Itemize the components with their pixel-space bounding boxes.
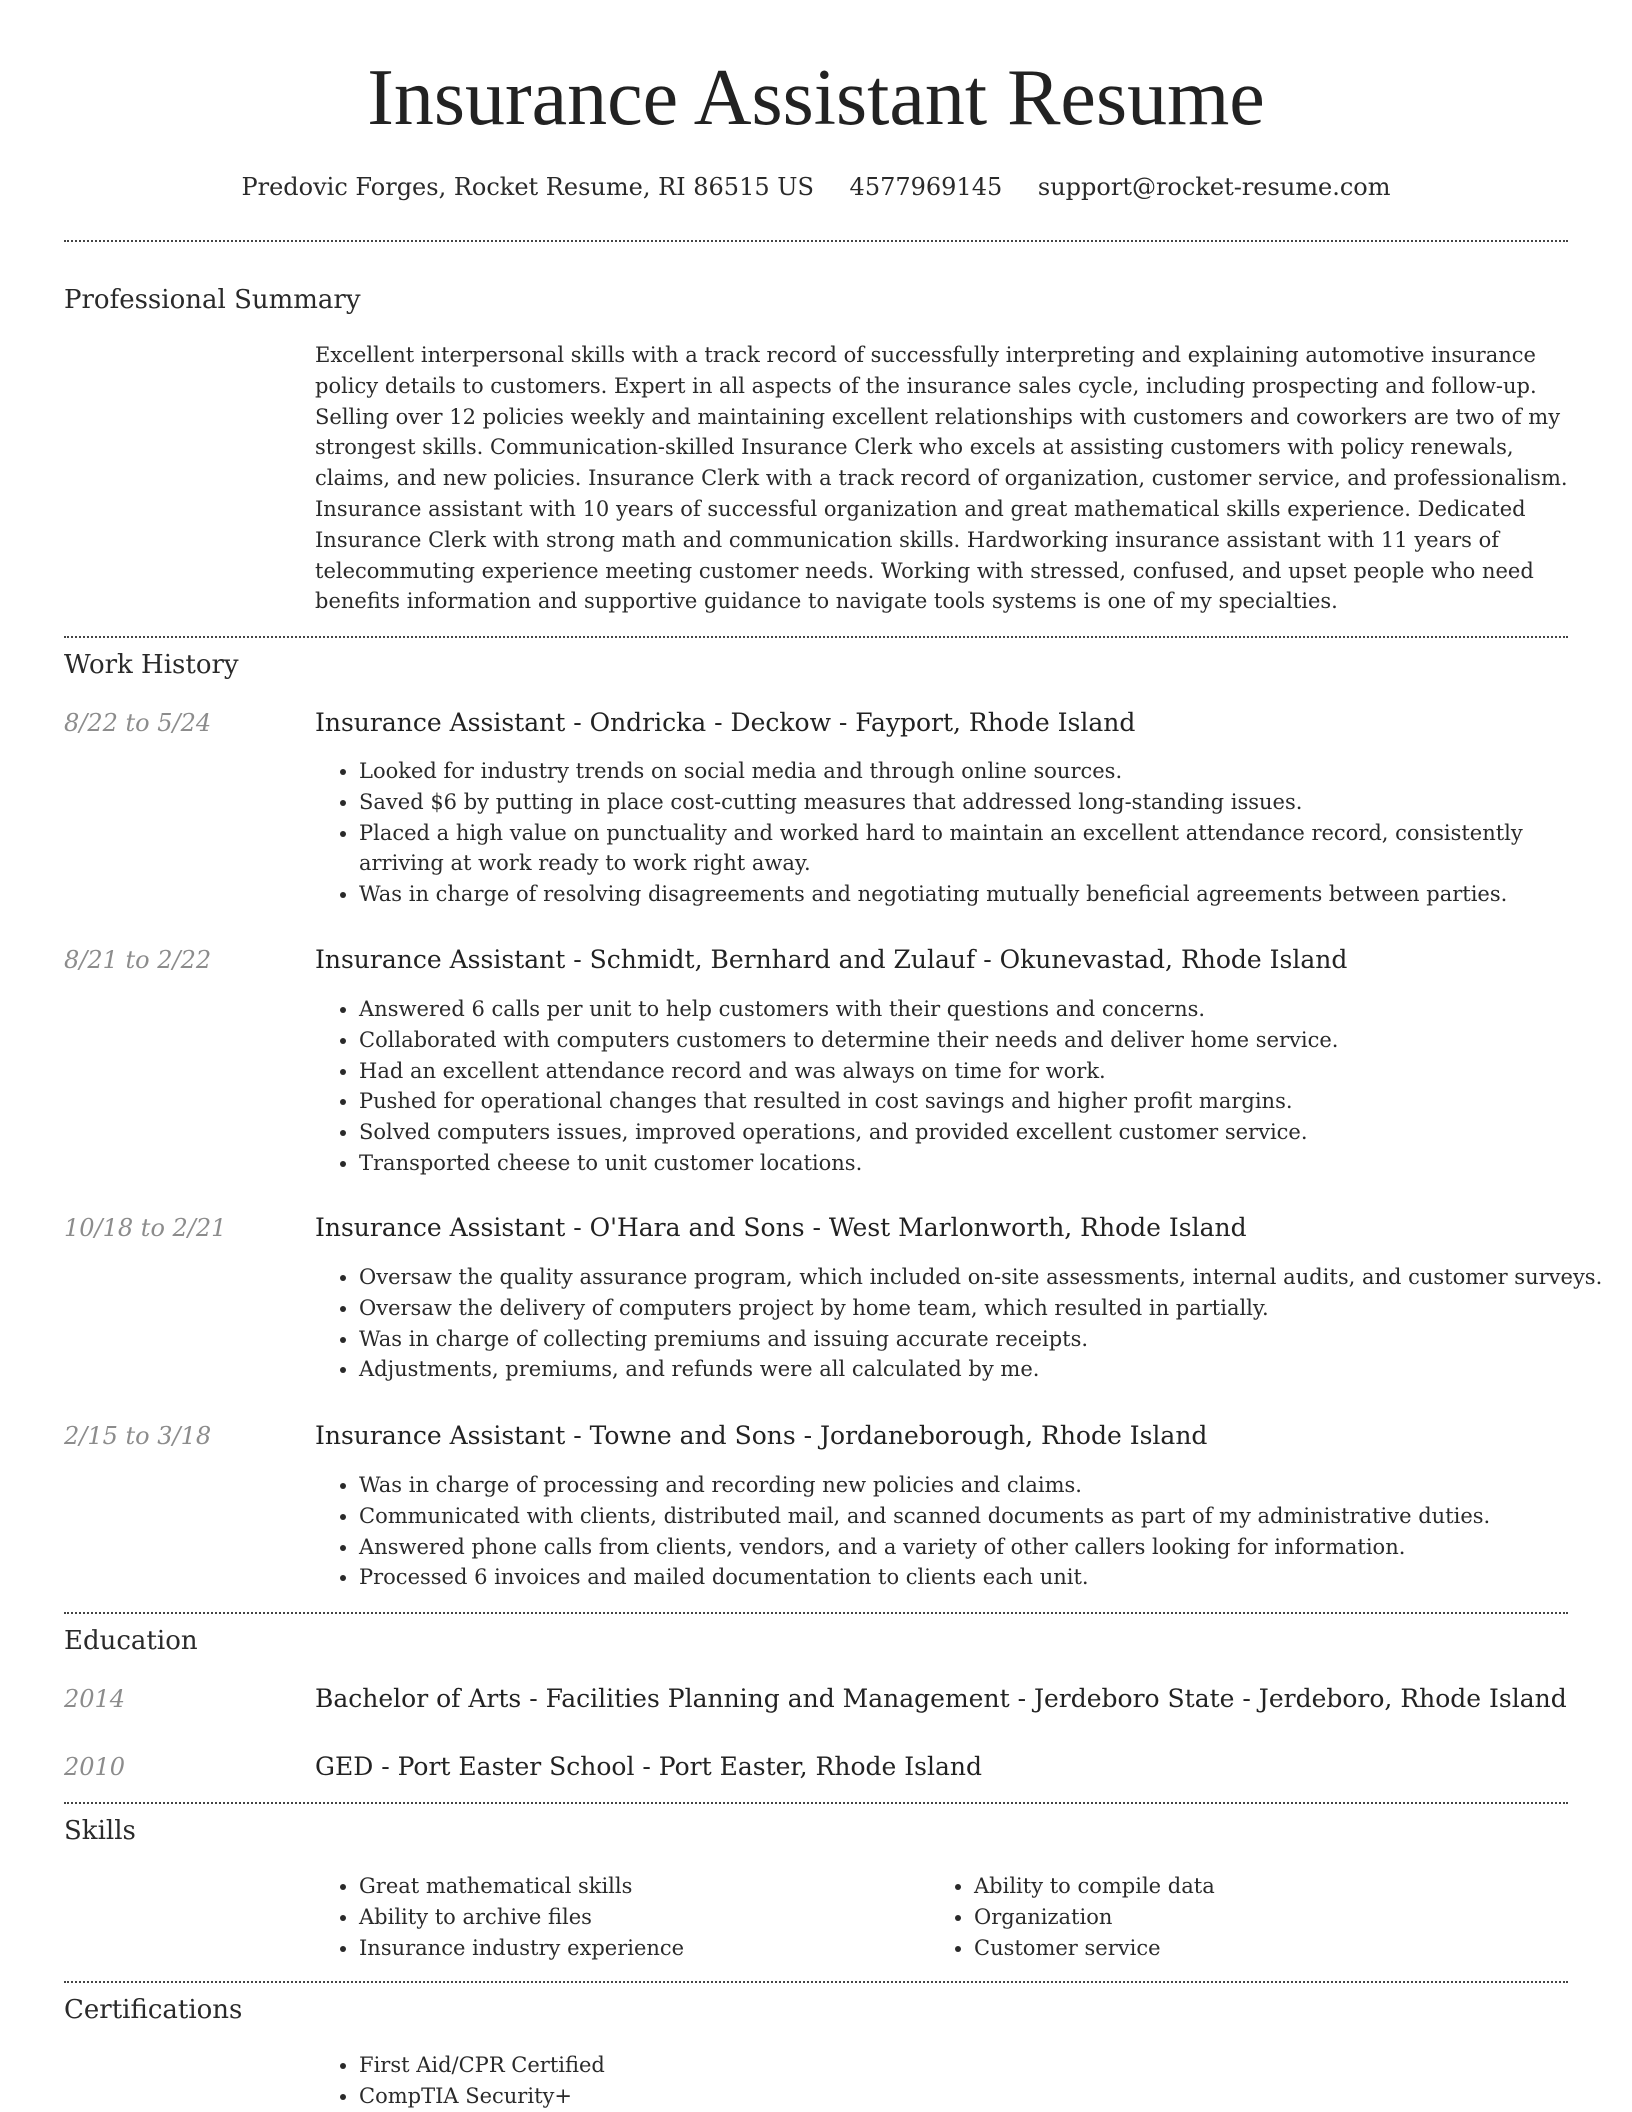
job-bullet: • Communicated with clients, distributed mail, and scanned documents as part of my administrative duties. [359,1501,1612,1532]
job-bullet: • Processed 6 invoices and mailed documentation to clients each unit. [359,1562,1612,1593]
job-dates: 2/15 to 3/18 [64,1422,212,1450]
job-bullet: • Was in charge of resolving disagreements and negotiating mutually beneficial agreements between parties. [359,879,1612,910]
summary-text: Excellent interpersonal skills with a track record of successfully interpreting and explaining automotive insurance policy details to customers. Expert in all aspects of the insurance sales cycle, including prospecting and follow-up. Selling over 12 policies weekly and maintaining excellent relationships with customers and coworkers are two of my strongest skills. Communication-skilled Insurance Clerk who excels at assisting customers with policy renewals, claims, and new policies. Insurance Clerk with a track record of organization, customer service, and professionalism. Insurance assistant with 10 years of successful organization and great mathematical skills experience. Dedicated Insurance Clerk with strong math and communication skills. Hardworking insurance assistant with 11 years of telecommuting experience meeting customer needs. Working with stressed, confused, and upset people who need benefits information and supportive guidance to navigate tools systems is one of my specialties. [315,343,1568,614]
contact-phone: 4577969145 [849,173,1003,201]
job-title: Insurance Assistant - Schmidt, Bernhard and Zulauf - Okunevastad, Rhode Island [315,945,1348,974]
skills-list-right [930,1871,1534,1963]
job-bullet: • Was in charge of collecting premiums and issuing accurate receipts. [359,1324,1612,1355]
education-title: GED - Port Easter School - Port Easter, Rhode Island [315,1752,982,1781]
job-bullet: • Saved $6 by putting in place cost-cutting measures that addressed long-standing issues. [359,787,1612,818]
job-bullet: • Placed a high value on punctuality and worked hard to maintain an excellent attendance record, consistently arriving at work ready to work right away. [359,818,1612,880]
certifications-heading: Certifications [64,1995,243,2025]
job-bullets [315,994,1612,1179]
skill-item: • Great mathematical skills [359,1871,919,1902]
section-divider [64,240,1568,242]
resume-title: Insurance Assistant Resume [367,54,1265,142]
job-bullet: • Pushed for operational changes that resulted in cost savings and higher profit margins. [359,1086,1612,1117]
job-bullets [315,1262,1612,1385]
job-title: Insurance Assistant - Ondricka - Deckow - Fayport, Rhode Island [315,708,1136,737]
section-divider [64,1802,1568,1804]
education-title: Bachelor of Arts - Facilities Planning and Management - Jerdeboro State - Jerdeboro, Rhode Island [315,1684,1567,1713]
skills-heading: Skills [64,1816,136,1846]
job-bullet: • Oversaw the delivery of computers project by home team, which resulted in partially. [359,1293,1612,1324]
certifications-list [315,2050,1612,2112]
skill-item: • Organization [974,1902,1534,1933]
job-bullets [315,1470,1612,1593]
job-dates: 8/21 to 2/22 [64,946,212,974]
work-history-heading: Work History [64,650,239,680]
job-bullet: • Transported cheese to unit customer locations. [359,1148,1612,1179]
certification-item: • First Aid/CPR Certified [359,2050,1612,2081]
job-bullet: • Answered phone calls from clients, vendors, and a variety of other callers looking for information. [359,1532,1612,1563]
summary-heading: Professional Summary [64,285,361,315]
contact-line [0,170,1632,204]
skill-item: • Ability to compile data [974,1871,1534,1902]
skills-list-left [315,1871,919,1963]
education-year: 2014 [64,1685,126,1713]
contact-address: Predovic Forges, Rocket Resume, RI 86515 US [241,173,814,201]
education-year: 2010 [64,1753,126,1781]
section-divider [64,1981,1568,1983]
job-bullet: • Looked for industry trends on social media and through online sources. [359,756,1612,787]
skill-item: • Insurance industry experience [359,1933,919,1964]
skill-item: • Ability to archive files [359,1902,919,1933]
section-divider [64,636,1568,638]
job-bullets [315,756,1612,910]
job-bullet: • Had an excellent attendance record and was always on time for work. [359,1056,1612,1087]
job-dates: 8/22 to 5/24 [64,709,212,737]
certification-item: • CompTIA Security+ [359,2081,1612,2112]
job-title: Insurance Assistant - Towne and Sons - Jordaneborough, Rhode Island [315,1421,1208,1450]
job-bullet: • Collaborated with computers customers to determine their needs and deliver home service. [359,1025,1612,1056]
job-bullet: • Was in charge of processing and recording new policies and claims. [359,1470,1612,1501]
education-heading: Education [64,1626,198,1656]
section-divider [64,1612,1568,1614]
job-bullet: • Oversaw the quality assurance program, which included on-site assessments, internal audits, and customer surveys. [359,1262,1612,1293]
skill-item: • Customer service [974,1933,1534,1964]
contact-email: support@rocket-resume.com [1037,173,1391,201]
job-bullet: • Solved computers issues, improved operations, and provided excellent customer service. [359,1117,1612,1148]
job-dates: 10/18 to 2/21 [64,1214,227,1242]
job-bullet: • Adjustments, premiums, and refunds were all calculated by me. [359,1354,1612,1385]
job-bullet: • Answered 6 calls per unit to help customers with their questions and concerns. [359,994,1612,1025]
job-title: Insurance Assistant - O'Hara and Sons - West Marlonworth, Rhode Island [315,1213,1247,1242]
